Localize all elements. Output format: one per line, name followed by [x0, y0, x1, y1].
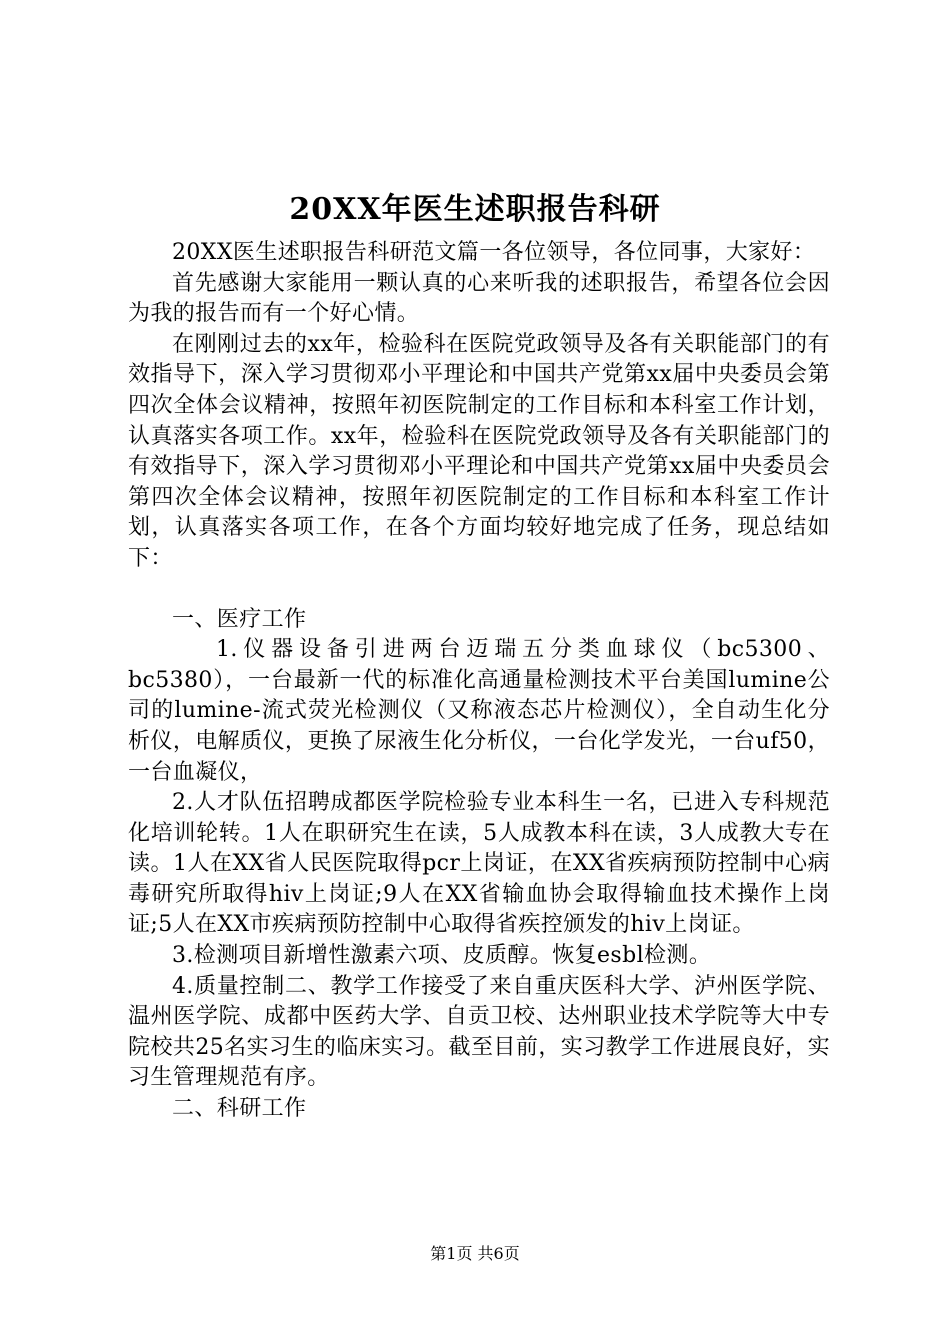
- page-number-footer: 第1页 共6页: [430, 1244, 520, 1263]
- paragraph-quality-teaching: 4.质量控制二、教学工作接受了来自重庆医科大学、泸州医学院、温州医学院、成都中医药大学、自贡卫校、达州职业技术学院等大中专院校共25名实习生的临床实习。截至目前，实习教学工作进展良好，实习生管理规范有序。: [128, 973, 830, 1091]
- document-title: 20XX年医生述职报告科研: [289, 192, 661, 227]
- paragraph-opening: 首先感谢大家能用一颗认真的心来听我的述职报告，希望各位会因为我的报告而有一个好心情。: [128, 270, 830, 327]
- paragraph-greeting: 20XX医生述职报告科研范文篇一各位领导，各位同事，大家好：: [172, 240, 816, 265]
- paragraph-talent: 2.人才队伍招聘成都医学院检验专业本科生一名，已进入专科规范化培训轮转。1人在职研究生在读，5人成教本科在读，3人成教大专在读。1人在XX省人民医院取得pcr上岗证，在XX省疾病预防控制中心病毒研究所取得hiv上岗证;9人在XX省输血协会取得输血技术操作上岗证;5人在XX市疾病预防控制中心取得省疾控颁发的hiv上岗证。: [128, 790, 830, 938]
- section-heading-research: 二、科研工作: [172, 1096, 307, 1122]
- document-body: [128, 238, 830, 1125]
- paragraph-testing-items: 3.检测项目新增性激素六项、皮质醇。恢复esbl检测。: [172, 943, 712, 969]
- paragraph-summary: 在刚刚过去的xx年，检验科在医院党政领导及各有关职能部门的有效指导下，深入学习贯彻邓小平理论和中国共产党第xx届中央委员会第四次全体会议精神，按照年初医院制定的工作目标和本科室工作计划，认真落实各项工作。xx年，检验科在医院党政领导及各有关职能部门的有效指导下，深入学习贯彻邓小平理论和中国共产党第xx届中央委员会第四次全体会议精神，按照年初医院制定的工作目标和本科室工作计划，认真落实各项工作，在各个方面均较好地完成了任务，现总结如下：: [128, 331, 830, 571]
- paragraph-equipment: 1.仪器设备引进两台迈瑞五分类血球仪（bc5300、bc5380），一台最新一代的标准化高通量检测技术平台美国lumine公司的lumine-流式荧光检测仪（又称液态芯片检测仪），全自动生化分析仪，电解质仪，更换了尿液生化分析仪，一台化学发光，一台uf50，一台血凝仪，: [128, 637, 830, 785]
- section-heading-medical: 一、医疗工作: [172, 606, 307, 632]
